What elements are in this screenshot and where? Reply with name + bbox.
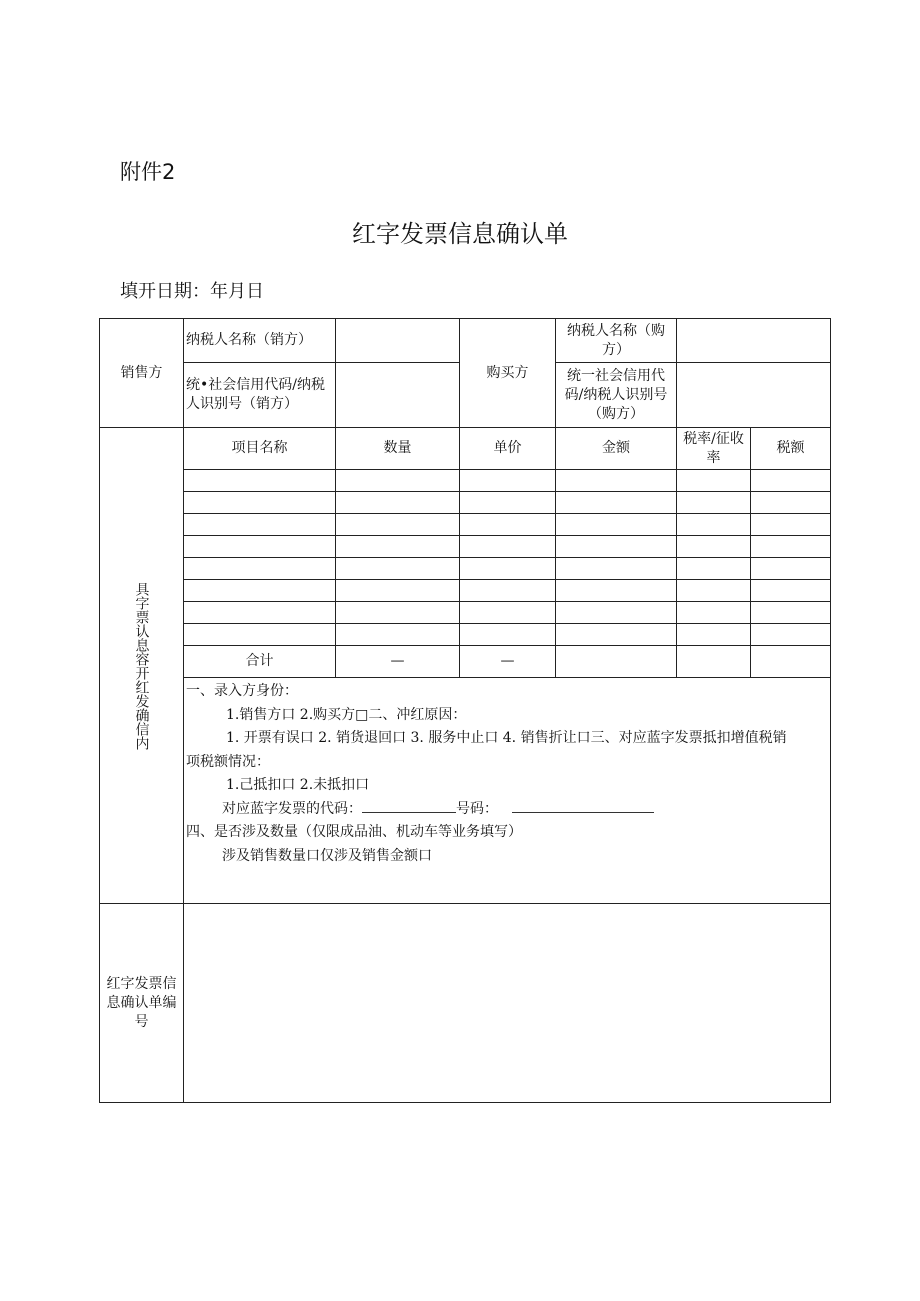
- buyer-name-label: 纳税人名称（购方）: [556, 319, 677, 363]
- table-row: [100, 492, 831, 514]
- content-section-cell: [100, 428, 184, 904]
- cell-tax-rate[interactable]: [677, 514, 751, 536]
- cell-unit-price[interactable]: [460, 470, 556, 492]
- page-title: 红字发票信息确认单: [352, 220, 568, 248]
- total-row: [100, 646, 831, 678]
- seller-id-label: 统•社会信用代码/纳税人识别号（销方）: [184, 363, 336, 428]
- cell-quantity[interactable]: [336, 492, 460, 514]
- cell-item-name[interactable]: [184, 580, 336, 602]
- cell-unit-price[interactable]: [460, 492, 556, 514]
- total-tax-amount[interactable]: [751, 646, 831, 678]
- seller-name-label: 纳税人名称（销方）: [184, 319, 336, 363]
- confirmation-number-label: 红字发票信息确认单编号: [100, 904, 184, 1103]
- table-row: [100, 602, 831, 624]
- cell-item-name[interactable]: [184, 602, 336, 624]
- header-item-name: 项目名称: [184, 428, 336, 470]
- cell-tax-rate[interactable]: [677, 580, 751, 602]
- entry-party-heading: 一、录入方身份：: [186, 683, 298, 699]
- cell-item-name[interactable]: [184, 514, 336, 536]
- blue-invoice-line: [186, 798, 828, 822]
- cell-tax-rate[interactable]: [677, 536, 751, 558]
- cell-unit-price[interactable]: [460, 624, 556, 646]
- cell-quantity[interactable]: [336, 514, 460, 536]
- cell-tax-rate[interactable]: [677, 558, 751, 580]
- tax-deduction-heading: 项税额情况：: [186, 753, 270, 770]
- attachment-label: 附件2: [120, 160, 176, 184]
- cell-quantity[interactable]: [336, 536, 460, 558]
- cell-unit-price[interactable]: [460, 558, 556, 580]
- total-tax-rate[interactable]: [677, 646, 751, 678]
- cell-tax-amount[interactable]: [751, 470, 831, 492]
- cell-amount[interactable]: [556, 558, 677, 580]
- cell-item-name[interactable]: [184, 536, 336, 558]
- table-row: [100, 514, 831, 536]
- content-section-label: 具字票认息容开红发确信内: [133, 581, 150, 750]
- header-quantity: 数量: [336, 428, 460, 470]
- cell-tax-amount[interactable]: [751, 536, 831, 558]
- cell-tax-amount[interactable]: [751, 492, 831, 514]
- seller-label: 销售方: [100, 319, 184, 428]
- total-unit-price: —: [460, 646, 556, 678]
- cell-item-name[interactable]: [184, 624, 336, 646]
- cell-item-name[interactable]: [184, 558, 336, 580]
- cell-tax-amount[interactable]: [751, 602, 831, 624]
- quantity-options: 涉及销售数量口仅涉及销售金额口: [222, 847, 432, 864]
- blue-invoice-code-label: 对应蓝字发票的代码：: [222, 800, 362, 817]
- cell-unit-price[interactable]: [460, 536, 556, 558]
- cell-tax-amount[interactable]: [751, 558, 831, 580]
- cell-tax-amount[interactable]: [751, 580, 831, 602]
- cell-unit-price[interactable]: [460, 602, 556, 624]
- header-amount: 金额: [556, 428, 677, 470]
- cell-tax-amount[interactable]: [751, 624, 831, 646]
- cell-unit-price[interactable]: [460, 580, 556, 602]
- confirmation-form-table: [99, 318, 831, 1103]
- cell-quantity[interactable]: [336, 602, 460, 624]
- cell-quantity[interactable]: [336, 580, 460, 602]
- cell-tax-rate[interactable]: [677, 624, 751, 646]
- blue-invoice-code-field[interactable]: [362, 798, 456, 813]
- entry-party-options: 1.销售方口 2.购买方□二、冲红原因：: [226, 706, 467, 723]
- buyer-name-field[interactable]: [677, 319, 831, 363]
- table-row: [100, 470, 831, 492]
- blue-invoice-number-field[interactable]: [512, 798, 654, 813]
- reversal-reason-options: 1. 开票有误口 2. 销货退回口 3. 服务中止口 4. 销售折让口三、对应蓝字发票抵扣增值税销: [226, 730, 787, 746]
- table-row: [100, 580, 831, 602]
- cell-amount[interactable]: [556, 602, 677, 624]
- buyer-label: 购买方: [460, 319, 556, 428]
- table-row: [100, 624, 831, 646]
- cell-quantity[interactable]: [336, 470, 460, 492]
- fill-date: 填开日期：年月日: [120, 281, 264, 302]
- confirmation-number-field[interactable]: [184, 904, 831, 1103]
- cell-tax-rate[interactable]: [677, 470, 751, 492]
- total-quantity: —: [336, 646, 460, 678]
- cell-amount[interactable]: [556, 514, 677, 536]
- cell-item-name[interactable]: [184, 470, 336, 492]
- cell-amount[interactable]: [556, 580, 677, 602]
- total-amount[interactable]: [556, 646, 677, 678]
- header-tax-rate: 税率/征收率: [677, 428, 751, 470]
- cell-quantity[interactable]: [336, 558, 460, 580]
- cell-amount[interactable]: [556, 492, 677, 514]
- table-row: [100, 536, 831, 558]
- deduction-options: 1.己抵扣口 2.未抵扣口: [226, 777, 370, 793]
- buyer-id-label: 统一社会信用代码/纳税人识别号（购方）: [556, 363, 677, 428]
- buyer-id-field[interactable]: [677, 363, 831, 428]
- table-row: [100, 558, 831, 580]
- cell-unit-price[interactable]: [460, 514, 556, 536]
- cell-amount[interactable]: [556, 624, 677, 646]
- header-unit-price: 单价: [460, 428, 556, 470]
- seller-id-field[interactable]: [336, 363, 460, 428]
- total-label: 合计: [184, 646, 336, 678]
- blue-invoice-number-label: 号码：: [456, 800, 498, 817]
- cell-amount[interactable]: [556, 470, 677, 492]
- seller-name-field[interactable]: [336, 319, 460, 363]
- cell-tax-rate[interactable]: [677, 492, 751, 514]
- header-tax-amount: 税额: [751, 428, 831, 470]
- quantity-heading: 四、是否涉及数量（仅限成品油、机动车等业务填写）: [186, 824, 522, 840]
- cell-quantity[interactable]: [336, 624, 460, 646]
- cell-tax-rate[interactable]: [677, 602, 751, 624]
- cell-tax-amount[interactable]: [751, 514, 831, 536]
- cell-amount[interactable]: [556, 536, 677, 558]
- notes-cell: [184, 678, 831, 904]
- cell-item-name[interactable]: [184, 492, 336, 514]
